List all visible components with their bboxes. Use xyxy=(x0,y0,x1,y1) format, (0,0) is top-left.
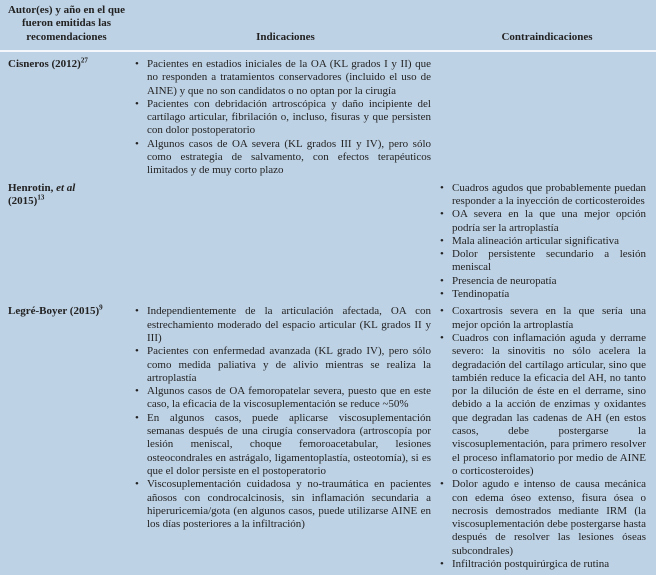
indication-item: • Algunos casos de OA femoropatelar severa, puesto que en este caso, la eficacia de la viscosuplementación se reduce ~50% xyxy=(133,385,431,412)
indication-item: • En algunos casos, puede aplicarse viscosuplementación semanas después de una cirugía conservadora (artroscopía por lesión meniscal, choque femoroacetabular, lesiones osteocondrales en astrágalo, ligamentoplastía, osteotomía), si es que el dolor persiste en el postoperatorio xyxy=(133,412,431,478)
header-author: Autor(es) y año en el que fueron emitidas las recomendaciones xyxy=(7,4,126,43)
author-name: Cisneros (2012) xyxy=(8,58,81,70)
contraindication-item: • Cuadros con inflamación aguda y derrame severo: la sinovitis no sólo acelera la degradación del cartílago articular, sino que también reduce la eficacia del AH, no tanto por la dilución de éste en el derrame, sino debido a la acción de enzimas y oxidantes que degradan las cadenas de AH (en estos casos, debe postergarse la viscosuplementación, para primero resolver el proceso inflamatorio por medio de AINE o corticosteroides) xyxy=(438,332,646,478)
contraindication-item: • Tendinopatía xyxy=(438,288,646,301)
contraindication-item: • Infiltración postquirúrgica de rutina xyxy=(438,558,646,571)
indication-item: • Pacientes con enfermedad avanzada (KL grado IV), pero sólo como medida paliativa y de alivio mientras se realiza la artroplastía xyxy=(133,345,431,385)
table-row xyxy=(0,182,656,302)
author-cell xyxy=(0,58,133,178)
author-cell xyxy=(0,305,133,571)
table-row xyxy=(0,58,656,178)
header-indications: Indicaciones xyxy=(256,30,315,43)
contraindications-list xyxy=(438,305,656,571)
header-contraindications: Contraindicaciones xyxy=(501,30,593,43)
author-etal: et al xyxy=(56,181,76,194)
reference-number: 13 xyxy=(37,193,45,202)
contraindications-list xyxy=(438,182,656,302)
contraindication-item: • Presencia de neuropatía xyxy=(438,275,646,288)
indication-item: • Algunos casos de OA severa (KL grados III y IV), pero sólo como estrategia de salvamento, con efectos terapéuticos limitados y de muy corto plazo xyxy=(133,138,431,178)
indication-item: • Pacientes con debridación artroscópica y daño incipiente del cartílago articular, fibrilación o, incluso, fisuras y que persisten con dolor postoperatorio xyxy=(133,98,431,138)
contraindication-item: • Cuadros agudos que probablemente puedan responder a la inyección de corticosteroides xyxy=(438,182,646,209)
indications-list xyxy=(133,305,438,571)
header-divider xyxy=(0,50,656,52)
contraindications-list xyxy=(438,58,656,178)
author-name: Legré-Boyer (2015) xyxy=(8,305,100,318)
table-row xyxy=(0,305,656,571)
reference-number: 27 xyxy=(80,56,88,65)
reference-number: 9 xyxy=(99,303,103,312)
indication-item: • Viscosuplementación cuidadosa y no-traumática en pacientes añosos con condrocalcinosis, sin inflamación secundaria a hiperuricemia/gota (en algunos casos, puede utilizarse AINE en los días posteriores a la infiltración) xyxy=(133,478,431,531)
contraindication-item: • Dolor agudo e intenso de causa mecánica con edema óseo extenso, fisura ósea o necrosis demostrados mediante IRM (la viscosuplementación debe postergarse hasta después de resolver las lesiones óseas subcondrales) xyxy=(438,478,646,558)
author-cell xyxy=(0,182,133,302)
contraindication-item: • Mala alineación articular significativa xyxy=(438,235,646,248)
table-header xyxy=(0,0,656,50)
indications-list xyxy=(133,58,438,178)
table-body xyxy=(0,58,656,571)
indication-item: • Independientemente de la articulación afectada, OA con estrechamiento moderado del espacio articular (KL grados II y III) xyxy=(133,305,431,345)
contraindication-item: • Coxartrosis severa en la que sería una mejor opción la artroplastía xyxy=(438,305,646,332)
author-name: Henrotin, xyxy=(8,181,57,194)
contraindication-item: • OA severa en la que una mejor opción podría ser la artroplastía xyxy=(438,208,646,235)
author-year: (2015) xyxy=(8,194,38,207)
indication-item: • Pacientes en estadios iniciales de la OA (KL grados I y II) que no responden a tratamientos conservadores (incluido el uso de AINE) y que no son candidatos o no optan por la cirugía xyxy=(133,58,431,98)
contraindication-item: • Dolor persistente secundario a lesión meniscal xyxy=(438,248,646,275)
indications-list xyxy=(133,182,438,302)
